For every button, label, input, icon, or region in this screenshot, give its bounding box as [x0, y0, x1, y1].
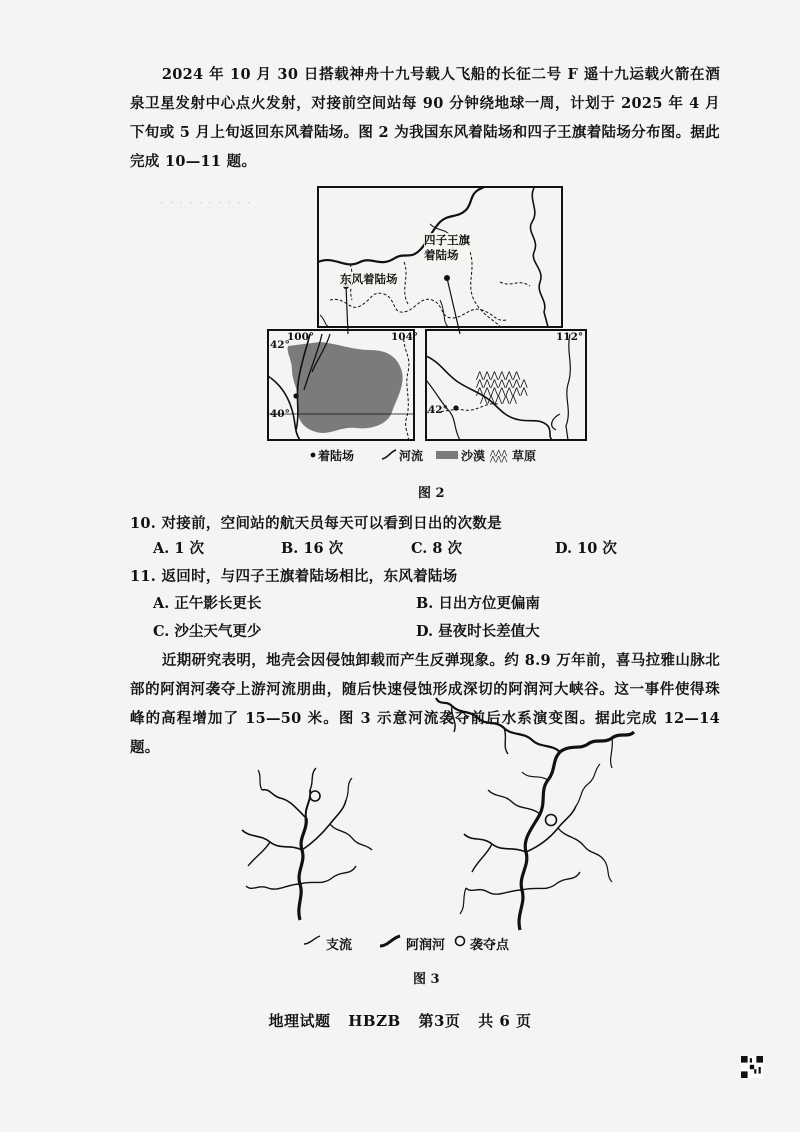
legend-tributary: 支流 — [326, 938, 353, 953]
q10-option-a: A. 1 次 — [153, 540, 204, 557]
pre-capture-network — [242, 768, 372, 920]
question-10-stem: 10. 对接前，空间站的航天员每天可以看到日出的次数是 — [130, 515, 502, 532]
dongfeng-label: 东风着陆场 — [340, 272, 398, 286]
question-11-stem: 11. 返回时，与四子王旗着陆场相比，东风着陆场 — [130, 568, 458, 585]
siziwang-label: 四子王旗 着陆场 — [424, 233, 470, 262]
post-capture-network — [436, 698, 634, 930]
q10-option-b: B. 16 次 — [281, 540, 344, 557]
footer-page: 第3页 — [418, 1012, 461, 1030]
passage-2: 近期研究表明，地壳会因侵蚀卸载而产生反弹现象。约 8.9 万年前，喜马拉雅山脉北部的阿润河袭夺上游河流朋曲，随后快速侵蚀形成深切的阿润河大峡谷。这一事件使得珠峰的高程增加了 15—50 米。图 3 示意河流袭夺前后水系演变图。据此完成 12—14 题。 — [130, 652, 720, 756]
q10-option-c: C. 8 次 — [411, 540, 463, 557]
coord-42-left: 42° — [270, 339, 290, 351]
svg-text:⋀⋀⋀⋀⋀⋀⋀: ⋀⋀⋀⋀⋀⋀⋀ — [476, 379, 528, 389]
svg-text:⋀⋀⋀⋀⋀⋀⋀: ⋀⋀⋀⋀⋀⋀⋀ — [476, 387, 528, 397]
q11-option-c: C. 沙尘天气更少 — [153, 623, 262, 640]
footer-total: 共 6 页 — [478, 1012, 532, 1030]
legend-capture-point: 袭夺点 — [470, 938, 510, 953]
coord-100: 100° — [287, 331, 315, 343]
coord-104: 104° — [391, 331, 419, 343]
footer-code: HBZB — [348, 1012, 401, 1030]
q10-option-d: D. 10 次 — [555, 540, 617, 557]
coord-42-right: 42° — [428, 404, 448, 416]
figure-3-caption: 图 3 — [413, 972, 440, 987]
qr-code-icon — [741, 1056, 763, 1078]
legend-desert: 沙漠 — [461, 449, 486, 463]
q11-option-a: A. 正午影长更长 — [153, 595, 262, 612]
svg-text:⋀⋀⋀: ⋀⋀⋀ — [490, 455, 508, 463]
q11-option-b: B. 日出方位更偏南 — [416, 595, 540, 612]
coord-40: 40° — [270, 408, 290, 420]
page-footer — [0, 1010, 800, 1031]
legend-grassland: 草原 — [512, 449, 537, 463]
svg-text:⋀⋀⋀⋀⋀: ⋀⋀⋀⋀⋀ — [480, 395, 517, 405]
legend-river: 河流 — [399, 449, 424, 463]
svg-text:⋀⋀⋀: ⋀⋀⋀ — [490, 449, 508, 457]
svg-text:⋀⋀⋀⋀⋀⋀: ⋀⋀⋀⋀⋀⋀ — [476, 371, 521, 381]
figure-2-caption: 图 2 — [418, 486, 445, 501]
footer-subject: 地理试题 — [268, 1012, 331, 1030]
show-through-text: · · · · · · · · · · — [160, 196, 252, 210]
q11-option-d: D. 昼夜时长差值大 — [416, 623, 540, 640]
passage-1: 2024 年 10 月 30 日搭载神舟十九号载人飞船的长征二号 F 遥十九运载火箭在酒泉卫星发射中心点火发射，对接前空间站每 90 分钟绕地球一周，计划于 2025 年 4 月下旬或 5 月上旬返回东风着陆场。图 2 为我国东风着陆场和四子王旗着陆场分布图。据此完成 10—11 题。 — [130, 66, 720, 170]
legend-landing: 着陆场 — [318, 449, 355, 463]
coord-112: 112° — [556, 331, 584, 343]
legend-arun-river: 阿润河 — [406, 938, 446, 953]
